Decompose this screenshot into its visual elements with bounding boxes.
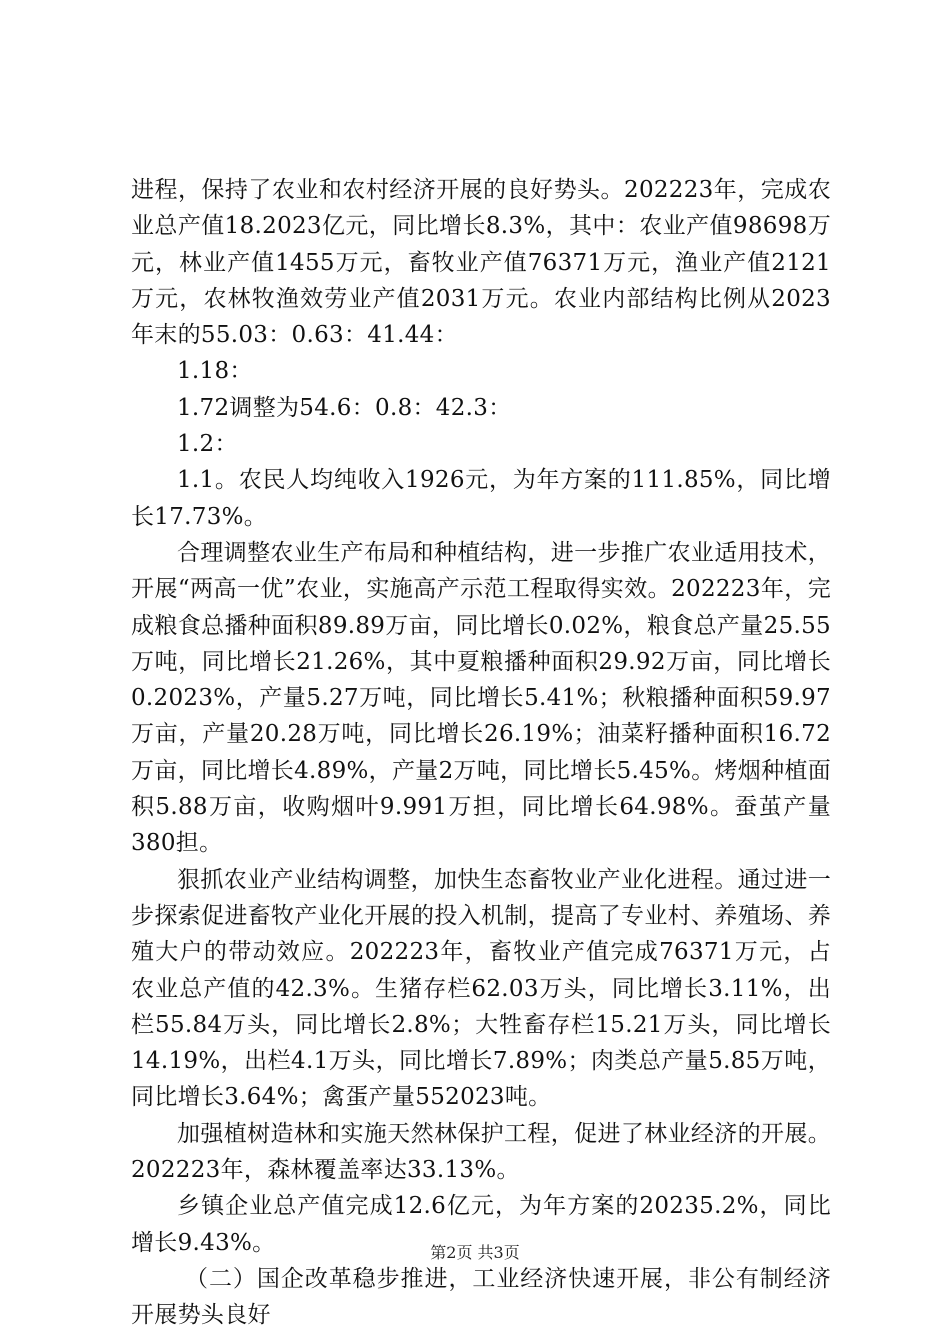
paragraph-agriculture-output: 进程，保持了农业和农村经济开展的良好势头。202223年，完成农业总产值18.2023亿元，同比增长8.3%，其中：农业产值98698万元，林业产值1455万元，畜牧业产值76371万元，渔业产值2121万元，农林牧渔效劳业产值2031万元。农业内部结构比例从2023年末的55.03：0.63：41.44： — [131, 177, 831, 349]
paragraph-farmer-income: 1.1。农民人均纯收入1926元，为年方案的111.85%，同比增长17.73%。 — [131, 467, 831, 530]
paragraph-ratio-line-3: 1.2： — [177, 431, 238, 458]
paragraph-ratio-line-1: 1.18： — [177, 358, 253, 385]
section-heading-state-enterprise-reform: （二）国企改革稳步推进，工业经济快速开展，非公有制经济开展势头良好 — [131, 1265, 831, 1329]
paragraph-forestry: 加强植树造林和实施天然林保护工程，促进了林业经济的开展。202223年，森林覆盖率达33.13%。 — [131, 1120, 831, 1184]
document-body — [131, 172, 831, 1334]
paragraph-ratio-line-2: 1.72调整为54.6：0.8：42.3： — [177, 394, 512, 421]
paragraph-grain-planting: 合理调整农业生产布局和种植结构，进一步推广农业适用技术，开展“两高一优”农业，实施高产示范工程取得实效。202223年，完成粮食总播种面积89.89万亩，同比增长0.02%，粮食总产量25.55万吨，同比增长21.26%，其中夏粮播种面积29.92万亩，同比增长0.2023%，产量5.27万吨，同比增长5.41%；秋粮播种面积59.97万亩，产量20.28万吨，同比增长26.19%；油菜籽播种面积16.72万亩，同比增长4.89%，产量2万吨，同比增长5.45%。烤烟种植面积5.88万亩，收购烟叶9.991万担，同比增长64.98%。蚕茧产量380担。 — [131, 539, 831, 857]
page-number: 第2页 共3页 — [430, 1243, 520, 1262]
paragraph-livestock: 狠抓农业产业结构调整，加快生态畜牧业产业化进程。通过进一步探索促进畜牧产业化开展的投入机制，提高了专业村、养殖场、养殖大户的带动效应。202223年，畜牧业产值完成76371万元，占农业总产值的42.3%。生猪存栏62.03万头，同比增长3.11%，出栏55.84万头，同比增长2.8%；大牲畜存栏15.21万头，同比增长14.19%，出栏4.1万头，同比增长7.89%；肉类总产量5.85万吨，同比增长3.64%；禽蛋产量552023吨。 — [131, 866, 831, 1111]
paragraph-township-enterprise: 乡镇企业总产值完成12.6亿元，为年方案的20235.2%，同比增长9.43%。 — [131, 1193, 831, 1256]
page-footer — [0, 1243, 950, 1263]
